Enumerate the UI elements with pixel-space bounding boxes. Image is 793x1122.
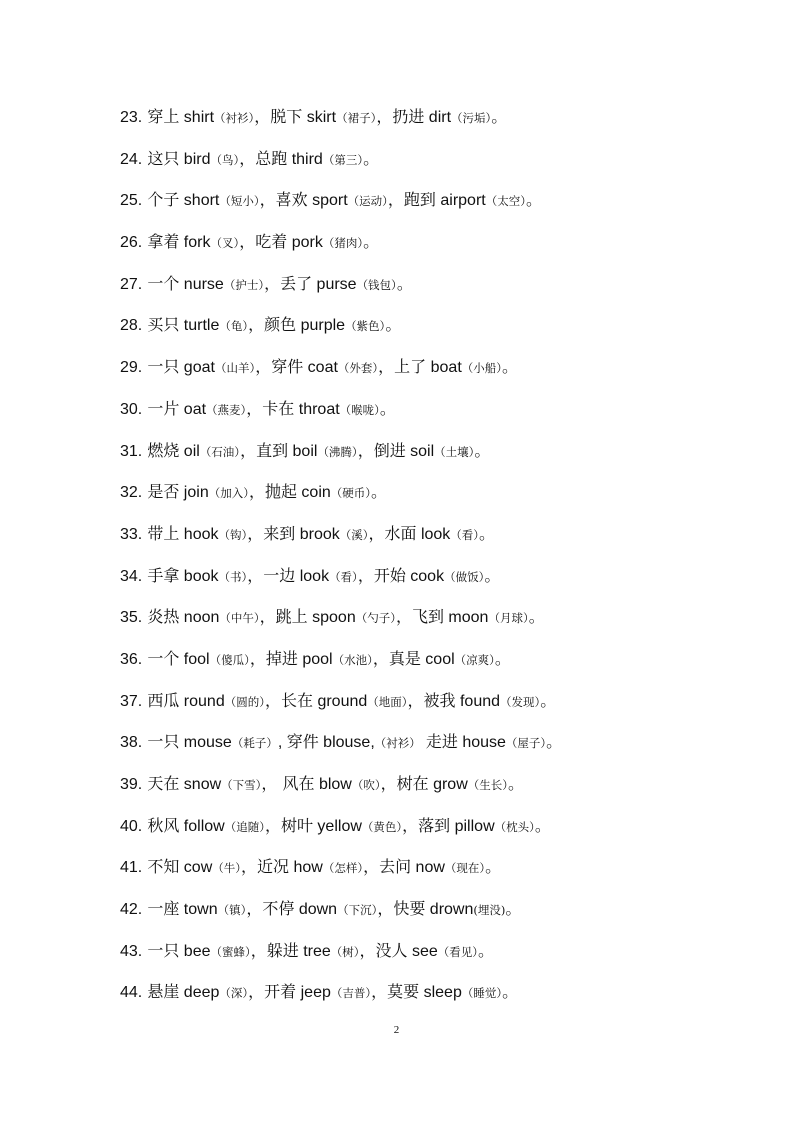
chinese-text: ，开始 (357, 565, 406, 585)
line-number: 30. (120, 400, 143, 418)
gloss-note: （山羊） (214, 361, 256, 376)
chinese-text: 天在 (147, 774, 180, 793)
gloss-note: （中午） (219, 611, 260, 626)
english-word: jeep (296, 984, 331, 1002)
chinese-text: ，快要 (377, 899, 426, 919)
gloss-note: （钱包） (356, 277, 397, 292)
english-word: how (289, 859, 323, 877)
english-word: ground (313, 692, 368, 710)
chinese-text: ，躲进 (250, 940, 299, 960)
line-number: 37. (120, 692, 143, 710)
chinese-text: 。 (485, 857, 502, 877)
gloss-note: （溪） (339, 527, 369, 542)
chinese-text: ，真是 (372, 648, 421, 668)
gloss-note: （衬衫） (374, 736, 421, 751)
chinese-text: 。 (534, 815, 551, 835)
rhyme-line (120, 854, 760, 896)
chinese-text: ，脱下 (254, 107, 303, 126)
chinese-text: 。 (379, 398, 396, 418)
chinese-text: 。 (502, 982, 519, 1002)
chinese-text: 。 (479, 523, 496, 543)
english-word: airport (435, 192, 486, 210)
rhyme-line (120, 813, 760, 855)
chinese-text: 。 (371, 482, 388, 502)
gloss-note: （书） (218, 569, 248, 584)
english-word: yellow (312, 817, 362, 835)
rhyme-line (120, 312, 760, 354)
english-word: , (277, 734, 287, 752)
chinese-text: ，卡在 (246, 398, 295, 418)
english-word: throat (294, 400, 340, 418)
english-word: dirt (424, 109, 452, 126)
chinese-text: 一只 (147, 357, 180, 377)
line-number: 44. (120, 984, 143, 1002)
gloss-note: （裙子） (336, 111, 377, 125)
chinese-text: 。 (540, 690, 557, 710)
gloss-note: （小船） (461, 361, 503, 376)
line-number: 34. (120, 567, 143, 585)
gloss-note: （现在） (444, 861, 486, 876)
rhyme-line (120, 688, 760, 730)
rhyme-line (120, 354, 760, 396)
gloss-note: （吹） (351, 778, 381, 792)
chinese-text: 。 (363, 232, 380, 252)
chinese-text: ，喜欢 (259, 190, 308, 210)
chinese-text: ，一边 (247, 565, 296, 585)
gloss-note: （沸腾） (317, 444, 358, 459)
english-word: goat (179, 359, 215, 377)
line-number: 28. (120, 317, 143, 335)
english-word: fool (179, 650, 210, 668)
line-number: 29. (120, 359, 143, 377)
english-word: look (416, 525, 451, 543)
gloss-note: （发现） (500, 694, 541, 709)
gloss-note: （枕头） (494, 819, 535, 834)
chinese-text: 买只 (147, 315, 180, 335)
gloss-note: （圆的） (224, 694, 265, 709)
chinese-text: ，飞到 (395, 607, 444, 627)
gloss-note: （加入） (208, 486, 249, 501)
english-word: book (179, 567, 219, 585)
chinese-text: ，倒进 (357, 440, 406, 460)
chinese-text: ，莫要 (371, 982, 420, 1002)
chinese-text: 。 (484, 565, 501, 585)
english-word: cook (405, 567, 445, 585)
chinese-text: 穿上 (147, 107, 180, 126)
chinese-text: 一只 (147, 732, 180, 752)
line-number: 41. (120, 859, 143, 877)
gloss-note: （屋子） (505, 736, 547, 751)
gloss-note: （燕麦） (206, 402, 247, 417)
rhyme-line (120, 979, 760, 1021)
line-number: 23. (120, 109, 143, 126)
english-word: skirt (302, 109, 337, 126)
chinese-text: ，总跑 (239, 148, 288, 168)
chinese-text: ，树叶 (264, 815, 313, 835)
english-word: join (179, 484, 209, 502)
english-word: noon (179, 609, 220, 627)
english-word: third (287, 150, 323, 168)
chinese-text: ，掉进 (249, 648, 298, 668)
gloss-note: （地面） (367, 694, 408, 709)
gloss-note: （牛） (212, 861, 242, 876)
gloss-note: （深） (219, 986, 249, 1001)
english-word: pool (297, 650, 333, 668)
gloss-note: （硬币） (330, 486, 372, 501)
english-word: found (455, 692, 501, 710)
english-word: nurse (179, 275, 224, 293)
rhyme-line (120, 729, 760, 771)
english-word: look (295, 567, 330, 585)
rhyme-line (120, 438, 760, 480)
english-word: sport (307, 192, 348, 210)
english-word: turtle (179, 317, 220, 335)
gloss-note: （污垢） (451, 111, 492, 125)
gloss-note: （黄色） (361, 819, 403, 834)
english-word: deep (179, 984, 220, 1002)
gloss-note: （看） (450, 527, 480, 542)
chinese-text: 。 (396, 273, 413, 293)
chinese-text: ，水面 (368, 523, 417, 543)
chinese-text: ，被我 (407, 690, 456, 710)
rhyme-line (120, 604, 760, 646)
gloss-note: （护士） (223, 277, 265, 292)
gloss-note: （树） (330, 944, 360, 959)
english-word: brook (295, 525, 340, 543)
english-word: blouse, (318, 734, 375, 752)
english-word: spoon (307, 609, 356, 627)
rhyme-line (120, 938, 760, 980)
english-word: coin (296, 484, 331, 502)
gloss-note: （水池） (332, 652, 373, 667)
line-number: 31. (120, 442, 143, 460)
page-number: 2 (393, 1024, 400, 1036)
rhyme-line (120, 396, 760, 438)
chinese-text: ，不停 (246, 899, 295, 919)
chinese-text: 一座 (147, 899, 180, 919)
chinese-text: 。 (474, 440, 491, 460)
chinese-text: 个子 (147, 190, 180, 210)
gloss-note: （看） (329, 569, 358, 584)
chinese-text: 。 (385, 315, 402, 335)
chinese-text: 走进 (420, 732, 458, 752)
chinese-text: 。 (546, 732, 563, 752)
chinese-text: 。 (508, 774, 525, 793)
chinese-text: 。 (528, 607, 545, 627)
line-number: 43. (120, 942, 143, 960)
gloss-note: （紫色） (345, 319, 386, 334)
chinese-text: 。 (478, 940, 495, 960)
english-word: boil (288, 442, 318, 460)
chinese-text: ，开着 (248, 982, 297, 1002)
chinese-text: 。 (363, 148, 380, 168)
english-word: town (179, 901, 218, 919)
english-word: house (457, 734, 506, 752)
gloss-note: （太空） (485, 194, 526, 209)
gloss-note: （外套） (337, 361, 379, 376)
chinese-text: ，去问 (363, 857, 412, 877)
gloss-note: （傻瓜） (209, 652, 250, 667)
chinese-text: 一只 (147, 940, 180, 960)
rhyme-line (120, 146, 760, 188)
rhyme-line (120, 771, 760, 813)
line-number: 36. (120, 650, 143, 668)
chinese-text: ，吃着 (239, 232, 288, 252)
english-word: moon (443, 609, 489, 627)
chinese-text: 燃烧 (147, 440, 180, 460)
english-word: blow (314, 776, 352, 793)
line-number: 26. (120, 234, 143, 252)
gloss-note: （做饭） (444, 569, 485, 584)
gloss-note: （蜜蜂） (210, 944, 251, 959)
chinese-text: ，长在 (264, 690, 313, 710)
rhyme-line (120, 646, 760, 688)
english-word: drown (425, 901, 474, 919)
chinese-text: ，穿件 (255, 357, 304, 377)
gloss-note: （月球） (488, 611, 529, 626)
gloss-note: （凉爽） (454, 652, 495, 667)
gloss-note: （镇） (217, 903, 247, 918)
chinese-text: ，丢了 (264, 273, 313, 293)
gloss-note: （耗子） (231, 736, 278, 751)
rhyme-line (120, 104, 760, 146)
chinese-text: ，颜色 (248, 315, 297, 335)
gloss-note: （喉咙） (339, 402, 380, 417)
english-word: sleep (419, 984, 462, 1002)
rhyme-line (120, 479, 760, 521)
chinese-text: ，跳上 (259, 607, 308, 627)
chinese-text: 这只 (147, 148, 180, 168)
chinese-text: 西瓜 (147, 690, 180, 710)
chinese-text: 穿件 (286, 732, 319, 752)
line-number: 42. (120, 901, 143, 919)
line-number: 27. (120, 275, 143, 293)
chinese-text: ，来到 (247, 523, 296, 543)
english-word: oat (179, 400, 207, 418)
english-word: now (411, 859, 445, 877)
chinese-text: ，跑到 (387, 190, 436, 210)
english-word: short (179, 192, 220, 210)
english-word: hook (179, 525, 219, 543)
rhyme-line (120, 521, 760, 563)
gloss-note: （生长） (467, 778, 508, 792)
chinese-text: 带上 (147, 523, 180, 543)
gloss-note: （勺子） (355, 611, 396, 626)
chinese-text: ，树在 (380, 774, 429, 793)
gloss-note: （下沉） (337, 903, 378, 918)
gloss-note: （石油） (199, 444, 241, 459)
rhyme-line (120, 563, 760, 605)
chinese-text: 。 (494, 648, 511, 668)
english-word: tree (298, 942, 331, 960)
gloss-note: （叉） (210, 236, 240, 251)
gloss-note: （土壤） (434, 444, 475, 459)
line-number: 39. (120, 776, 143, 793)
gloss-note: （下雪） (221, 778, 262, 792)
gloss-note: （鸟） (210, 152, 240, 167)
chinese-text: ，上了 (378, 357, 427, 377)
chinese-text: 一片 (147, 398, 180, 418)
rhyme-line (120, 229, 760, 271)
chinese-text: 不知 (147, 857, 180, 877)
line-number: 32. (120, 484, 143, 502)
chinese-text: 。 (502, 357, 519, 377)
english-word: purse (312, 275, 357, 293)
chinese-text: ，落到 (402, 815, 451, 835)
line-number: 24. (120, 150, 143, 168)
english-word: cool (420, 650, 455, 668)
chinese-text: ， 风在 (261, 774, 315, 793)
english-word: shirt (179, 109, 215, 126)
gloss-note: （怎样） (322, 861, 364, 876)
gloss-note: （钩） (218, 527, 248, 542)
chinese-text: 悬崖 (147, 982, 180, 1002)
gloss-note: （运动） (347, 194, 388, 209)
chinese-text: 一个 (147, 648, 180, 668)
english-word: boat (426, 359, 462, 377)
english-word: coat (303, 359, 338, 377)
english-word: pork (287, 234, 323, 252)
line-number: 40. (120, 817, 143, 835)
gloss-note: （追随） (224, 819, 265, 834)
chinese-text: ，扔进 (376, 107, 425, 126)
rhyme-line (120, 896, 760, 938)
english-word: purple (296, 317, 346, 335)
gloss-note: （第三） (322, 152, 364, 167)
chinese-text: 一个 (147, 273, 180, 293)
line-number: 33. (120, 525, 143, 543)
english-word: mouse (179, 734, 232, 752)
gloss-note: （龟） (219, 319, 249, 334)
chinese-text: ，近况 (241, 857, 290, 877)
chinese-text: ，没人 (359, 940, 408, 960)
gloss-note: （睡觉） (461, 986, 503, 1001)
line-number: 35. (120, 609, 143, 627)
english-word: pillow (450, 817, 495, 835)
english-word: down (294, 901, 338, 919)
chinese-text: ，抛起 (248, 482, 297, 502)
chinese-text: 。 (525, 190, 542, 210)
english-word: snow (179, 776, 222, 793)
rhyme-line (120, 187, 760, 229)
english-word: follow (179, 817, 225, 835)
english-word: grow (428, 776, 468, 793)
chinese-text: 炎热 (147, 607, 180, 627)
chinese-text: 拿着 (147, 232, 180, 252)
chinese-text: ，直到 (240, 440, 289, 460)
gloss-note: (埋没) (473, 903, 506, 918)
line-number: 25. (120, 192, 143, 210)
gloss-note: （吉普） (330, 986, 372, 1001)
gloss-note: （衬衫） (214, 111, 255, 125)
chinese-text: 手拿 (147, 565, 180, 585)
chinese-text: 。 (505, 899, 522, 919)
english-word: soil (405, 442, 435, 460)
chinese-text: 。 (491, 107, 508, 126)
gloss-note: （猪肉） (322, 236, 364, 251)
english-word: see (407, 942, 438, 960)
chinese-text: 是否 (147, 482, 180, 502)
english-word: bird (179, 150, 211, 168)
gloss-note: （看见） (437, 944, 479, 959)
english-word: cow (179, 859, 213, 877)
english-word: bee (179, 942, 211, 960)
rhyme-list (120, 104, 760, 1021)
english-word: oil (179, 442, 200, 460)
line-number: 38. (120, 734, 143, 752)
english-word: round (179, 692, 225, 710)
gloss-note: （短小） (219, 194, 260, 209)
chinese-text: 秋风 (147, 815, 180, 835)
rhyme-line (120, 271, 760, 313)
english-word: fork (179, 234, 211, 252)
